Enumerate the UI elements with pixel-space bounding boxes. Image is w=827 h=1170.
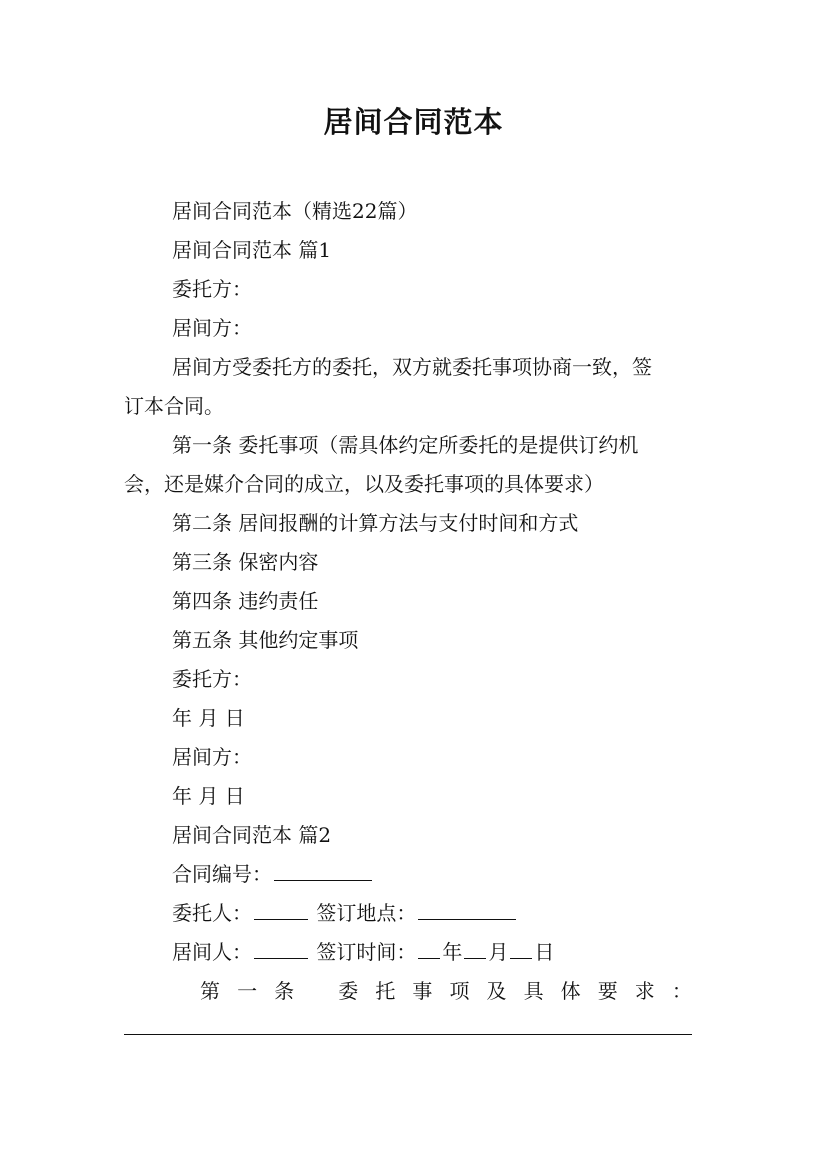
section-heading: 居间合同范本 篇2 (172, 823, 332, 847)
heading-char: 第 (200, 979, 220, 1003)
article1-heading (200, 978, 692, 1004)
heading-char: 项 (449, 979, 470, 1003)
date-line: 年 月 日 (172, 784, 245, 808)
day-blank (510, 940, 532, 959)
client-label: 委托方： (172, 277, 252, 301)
article-line: 会，还是媒介合同的成立，以及委托事项的具体要求） (124, 472, 604, 496)
fill-in-rule (124, 1034, 692, 1035)
heading-char: 具 (523, 979, 544, 1003)
heading-char: ： (671, 979, 692, 1003)
contract-number-label: 合同编号： (172, 862, 272, 886)
heading-char: 一 (237, 979, 258, 1003)
article-line: 第二条 居间报酬的计算方法与支付时间和方式 (172, 511, 579, 535)
year-blank (418, 940, 440, 959)
article-line: 第四条 违约责任 (172, 589, 319, 613)
month-label: 月 (488, 940, 509, 964)
heading-char: 事 (412, 979, 433, 1003)
section-heading: 居间合同范本 篇1 (172, 238, 332, 262)
paragraph-subtitle: 居间合同范本（精选22篇） (172, 199, 418, 223)
heading-char: 托 (375, 979, 396, 1003)
broker-blank (254, 940, 308, 959)
year-label: 年 (442, 940, 463, 964)
paragraph-line: 居间方受委托方的委托，双方就委托事项协商一致，签 (172, 355, 652, 379)
day-label: 日 (534, 940, 555, 964)
sign-place-blank (418, 901, 516, 920)
heading-char: 委 (338, 979, 359, 1003)
heading-char: 条 (274, 979, 295, 1003)
sign-time-label: 签订时间： (316, 940, 417, 964)
date-line: 年 月 日 (172, 706, 245, 730)
heading-char: 要 (597, 979, 618, 1003)
page-title: 居间合同范本 (323, 105, 504, 139)
broker-time-line (172, 939, 554, 965)
article-line: 第一条 委托事项（需具体约定所委托的是提供订约机 (172, 433, 639, 457)
client-signature-label: 委托方： (172, 667, 252, 691)
article-line: 第三条 保密内容 (172, 550, 319, 574)
sign-place-label: 签订地点： (316, 901, 417, 925)
broker-signature-label: 居间方： (172, 745, 252, 769)
broker-field-label: 居间人： (172, 940, 252, 964)
paragraph-line: 订本合同。 (124, 394, 224, 418)
heading-char: 及 (486, 979, 507, 1003)
contract-number-blank (274, 862, 372, 881)
heading-char: 体 (560, 979, 581, 1003)
month-blank (464, 940, 486, 959)
heading-char: 求 (634, 979, 655, 1003)
client-blank (254, 901, 308, 920)
contract-number-line (172, 861, 374, 887)
client-place-line (172, 900, 518, 926)
broker-label: 居间方： (172, 316, 252, 340)
article-line: 第五条 其他约定事项 (172, 628, 359, 652)
client-field-label: 委托人： (172, 901, 252, 925)
